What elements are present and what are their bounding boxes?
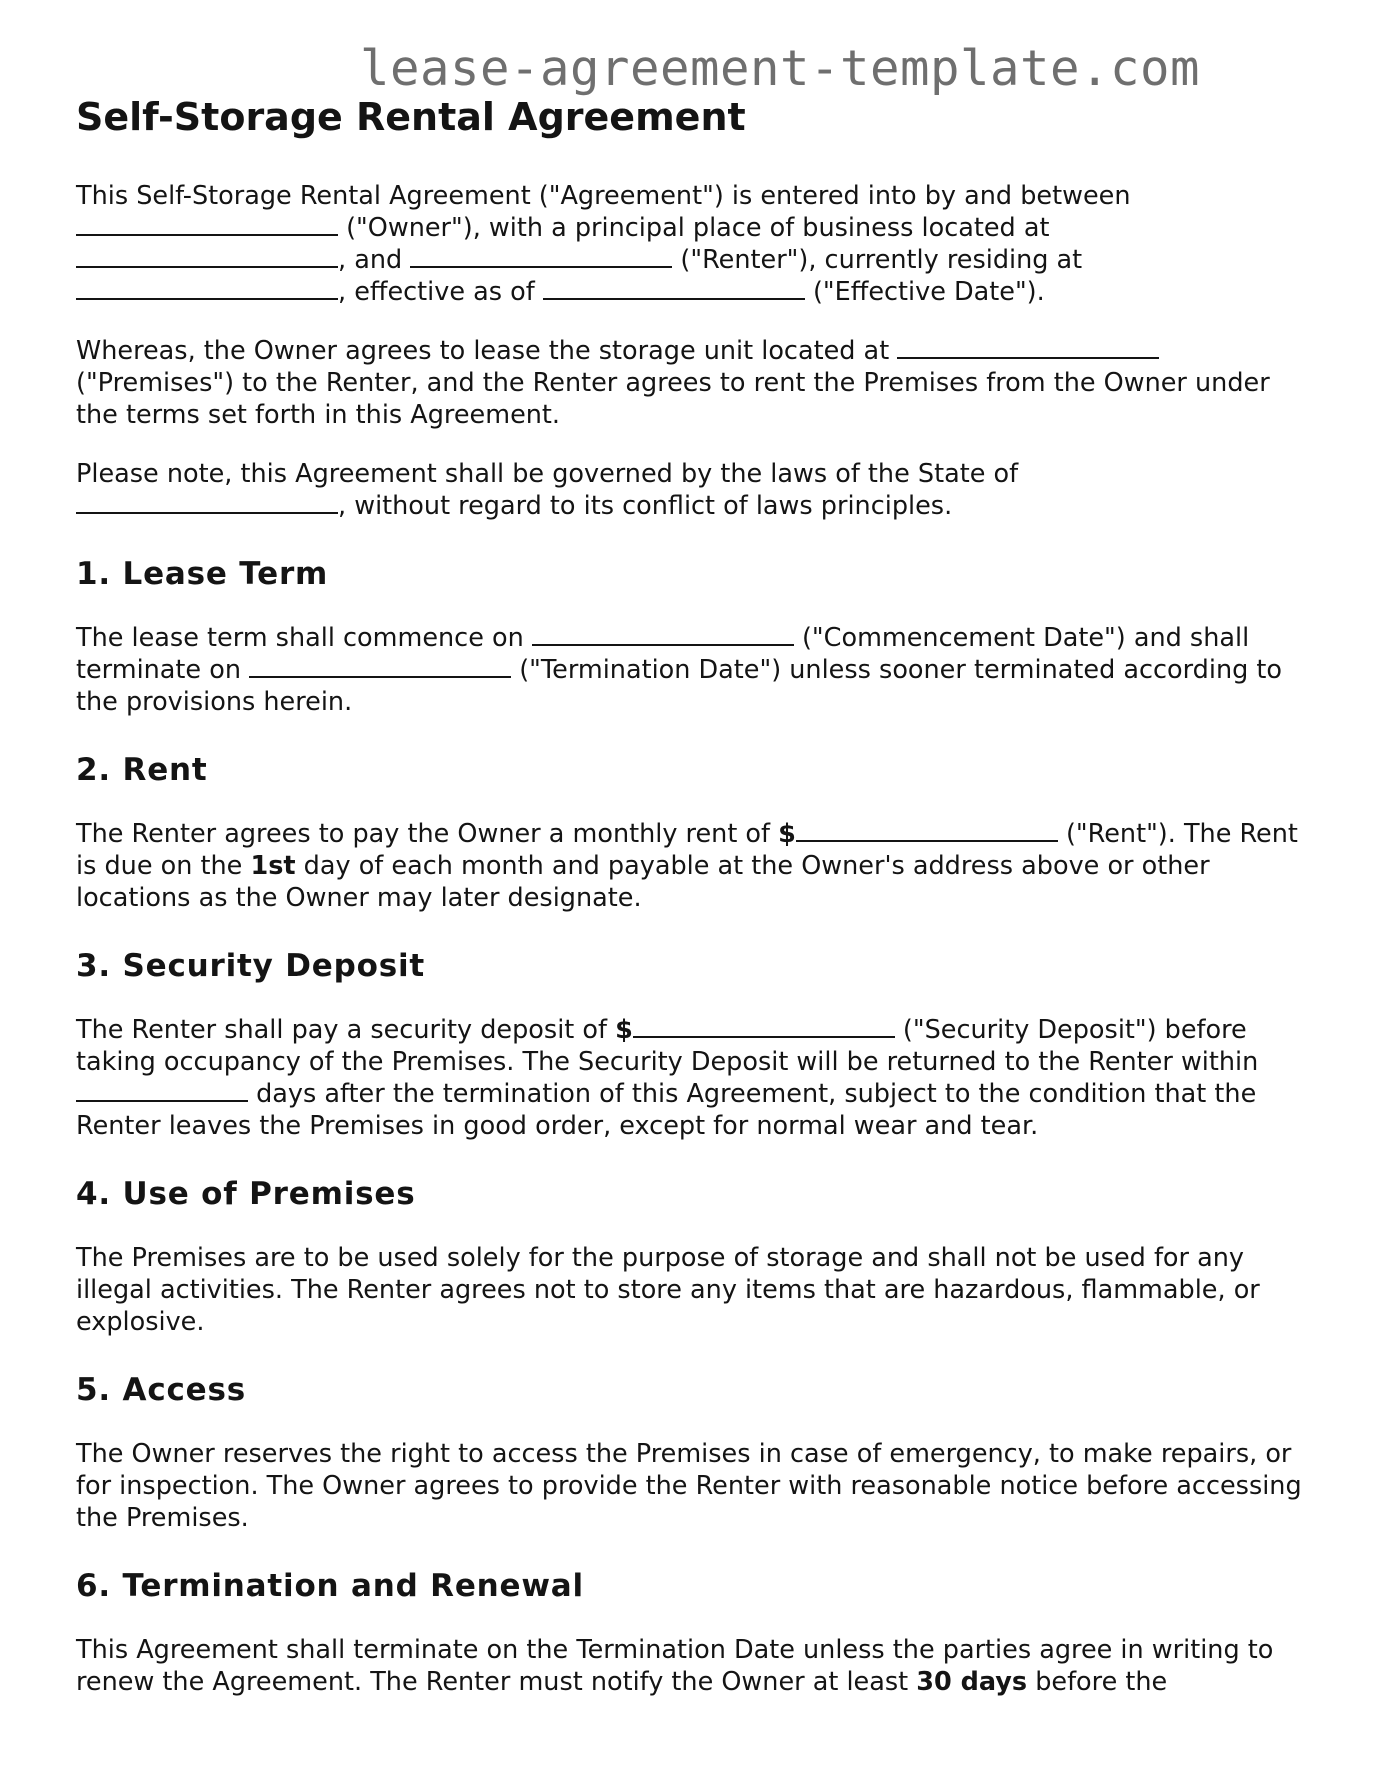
intro-paragraph-governing-law: [76, 458, 1316, 522]
intro-text: , effective as of: [338, 277, 543, 307]
document-title: Self-Storage Rental Agreement: [76, 95, 746, 139]
section-text: days after the termination of this Agreement, subject to the condition that the Renter leaves the Premises in good order, except for normal wear and tear.: [76, 1079, 1257, 1141]
owner-address-blank[interactable]: [76, 244, 338, 268]
renter-address-blank[interactable]: [76, 276, 338, 300]
section-text-termination-renewal: [76, 1634, 1316, 1698]
section-text: ("Termination Date") unless sooner terminated according to the provisions herein.: [76, 655, 1282, 717]
dollar-sign: $: [615, 1015, 633, 1045]
rent-due-day: 1st: [250, 851, 296, 881]
intro-text: ("Premises") to the Renter, and the Renter agrees to rent the Premises from the Owner under the terms set forth in this Agreement.: [76, 368, 1270, 430]
section-heading-rent: 2. Rent: [76, 752, 208, 788]
intro-text: ("Renter"), currently residing at: [672, 245, 1083, 275]
section-text-rent: [76, 818, 1316, 914]
termination-date-blank[interactable]: [249, 654, 511, 678]
section-heading-termination-renewal: 6. Termination and Renewal: [76, 1568, 584, 1604]
intro-text: Whereas, the Owner agrees to lease the storage unit located at: [76, 336, 898, 366]
section-text: ("Security Deposit") before taking occupancy of the Premises. The Security Deposit will be returned to the Renter within: [76, 1015, 1259, 1077]
return-days-blank[interactable]: [76, 1078, 248, 1102]
section-text-use-of-premises: The Premises are to be used solely for the purpose of storage and shall not be used for any illegal activities. The Renter agrees not to store any items that are hazardous, flammable, or explosive.: [76, 1243, 1260, 1337]
section-text: before the: [1027, 1667, 1168, 1697]
intro-text: Please note, this Agreement shall be governed by the laws of the State of: [76, 459, 1019, 489]
premises-location-blank[interactable]: [897, 335, 1159, 359]
effective-date-blank[interactable]: [543, 276, 805, 300]
intro-text: This Self-Storage Rental Agreement ("Agreement") is entered into by and between: [76, 181, 1131, 211]
section-text-security-deposit: [76, 1014, 1316, 1142]
section-heading-lease-term: 1. Lease Term: [76, 556, 329, 592]
state-blank[interactable]: [76, 490, 338, 514]
section-heading-access: 5. Access: [76, 1372, 247, 1408]
intro-text: , and: [338, 245, 411, 275]
section-text: The Renter agrees to pay the Owner a monthly rent of: [76, 819, 779, 849]
section-text: ("Commencement Date") and shall terminate on: [76, 623, 1250, 685]
document-body: [76, 92, 1316, 1725]
deposit-amount-blank[interactable]: [633, 1014, 895, 1038]
intro-text: , without regard to its conflict of laws principles.: [338, 491, 953, 521]
section-heading-use-of-premises: 4. Use of Premises: [76, 1176, 416, 1212]
section-text-lease-term: [76, 622, 1316, 718]
intro-text: ("Owner"), with a principal place of business located at: [338, 213, 1050, 243]
section-heading-security-deposit: 3. Security Deposit: [76, 948, 426, 984]
section-text: The lease term shall commence on: [76, 623, 532, 653]
section-text: The Renter shall pay a security deposit of: [76, 1015, 616, 1045]
intro-paragraph-premises: [76, 335, 1316, 431]
section-text: This Agreement shall terminate on the Termination Date unless the parties agree in writing to renew the Agreement. The Renter must notify the Owner at least: [76, 1635, 1274, 1697]
renter-name-blank[interactable]: [410, 244, 672, 268]
section-text: day of each month and payable at the Owner's address above or other locations as the Owner may later designate.: [76, 851, 1210, 913]
watermark-text: lease-agreement-template.com: [360, 40, 1201, 97]
rent-amount-blank[interactable]: [796, 818, 1058, 842]
notice-days: 30 days: [916, 1667, 1028, 1697]
section-text: ("Rent"). The Rent is due on the: [76, 819, 1298, 881]
owner-name-blank[interactable]: [76, 212, 338, 236]
intro-text: ("Effective Date").: [804, 277, 1045, 307]
dollar-sign: $: [778, 819, 796, 849]
section-text-access: The Owner reserves the right to access the Premises in case of emergency, to make repairs, or for inspection. The Owner agrees to provide the Renter with reasonable notice before accessing the Premises.: [76, 1439, 1302, 1533]
commencement-date-blank[interactable]: [532, 622, 794, 646]
intro-paragraph-parties: [76, 180, 1316, 308]
